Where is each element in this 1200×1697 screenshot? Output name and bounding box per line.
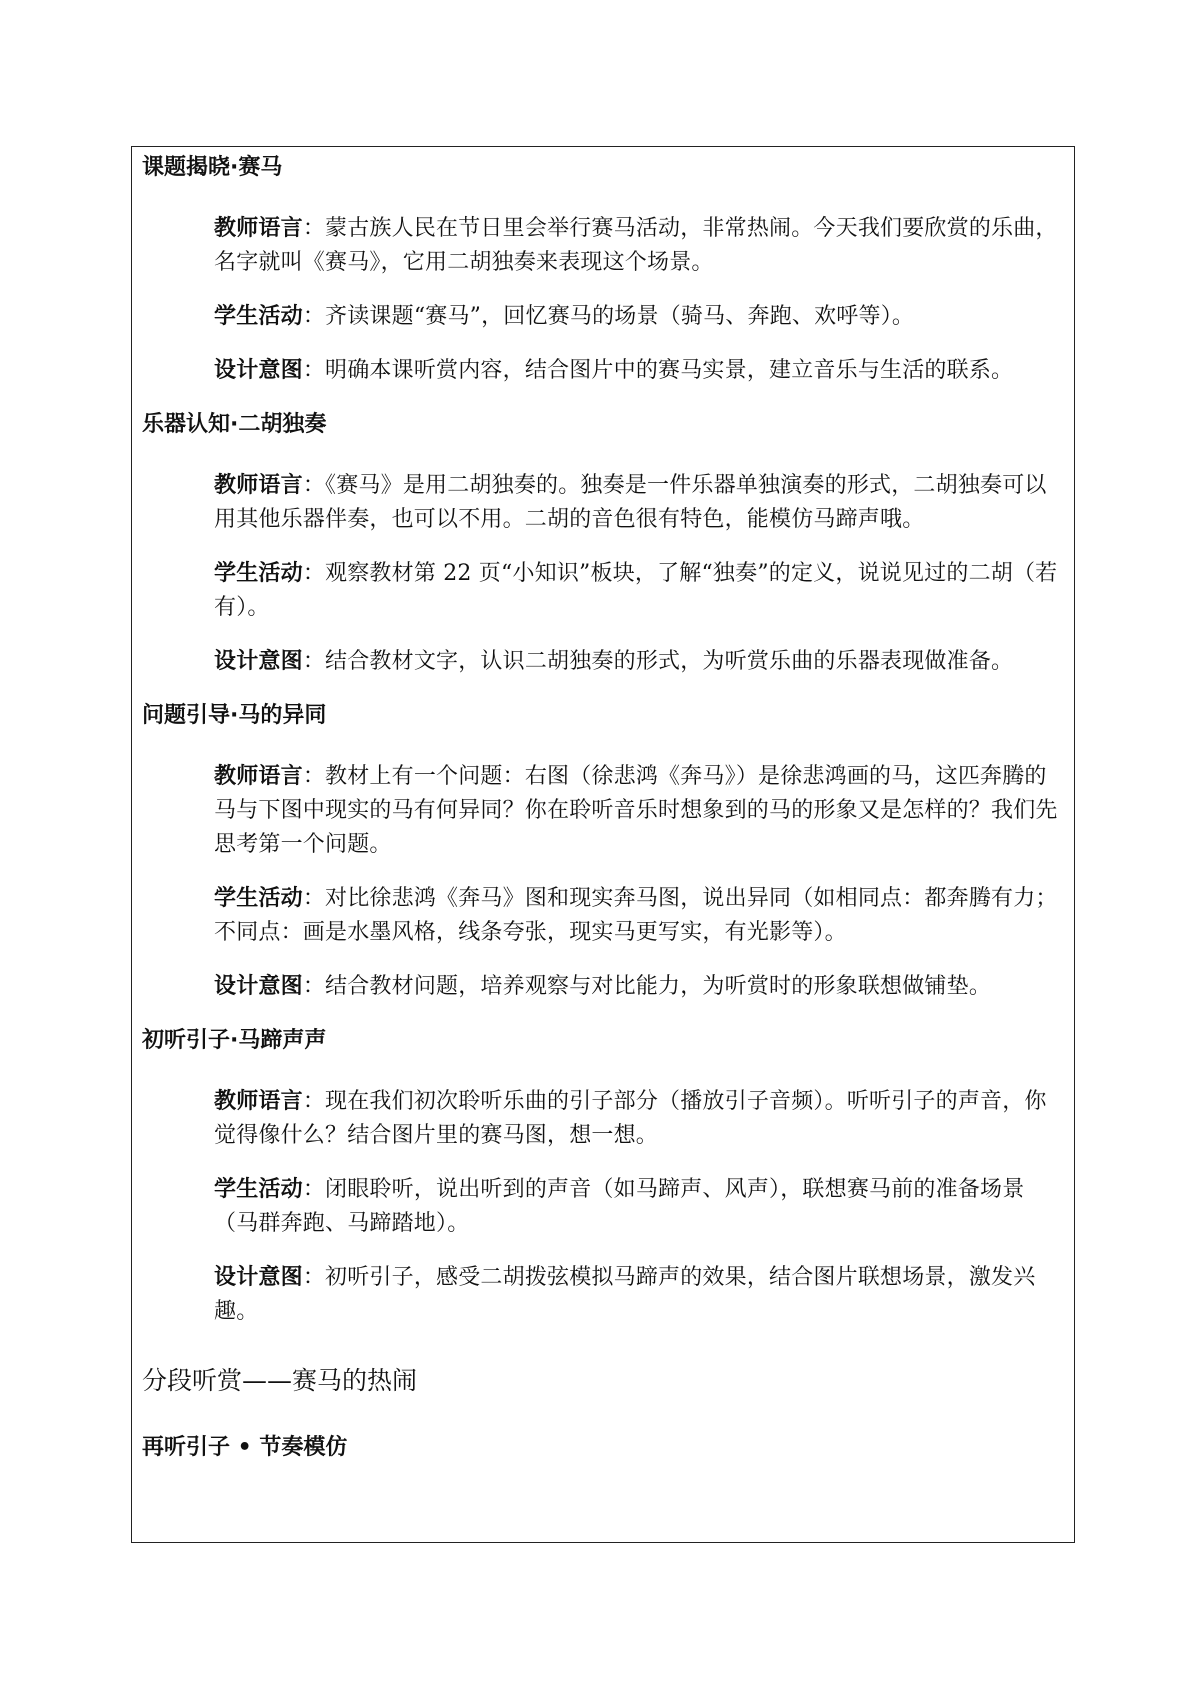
item-label: 设计意图 [214, 974, 303, 999]
item-text: ：结合教材问题，培养观察与对比能力，为听赏时的形象联想做铺垫。 [302, 974, 992, 999]
item-text: ：闭眼聆听，说出听到的声音（如马蹄声、风声），联想赛马前的准备场景（马群奔跑、马蹄踏地）。 [214, 1177, 1025, 1236]
item-label: 学生活动 [214, 304, 303, 329]
student-activity-item [214, 557, 1064, 625]
item-text: ：蒙古族人民在节日里会举行赛马活动，非常热闹。今天我们要欣赏的乐曲，名字就叫《赛马》，它用二胡独奏来表现这个场景。 [214, 216, 1058, 275]
student-activity-item [214, 300, 1064, 334]
item-label: 学生活动 [214, 561, 303, 586]
item-text: ：结合教材文字，认识二胡独奏的形式，为听赏乐曲的乐器表现做准备。 [302, 649, 1014, 674]
student-activity-item [214, 1173, 1064, 1241]
item-label: 设计意图 [214, 358, 303, 383]
item-text: ：初听引子，感受二胡拨弦模拟马蹄声的效果，结合图片联想场景，激发兴趣。 [214, 1265, 1036, 1324]
design-intent-item [214, 354, 1064, 388]
item-label: 设计意图 [214, 649, 303, 674]
item-text: ：教材上有一个问题：右图（徐悲鸿《奔马》）是徐悲鸿画的马，这匹奔腾的马与下图中现实的马有何异同？你在聆听音乐时想象到的马的形象又是怎样的？我们先思考第一个问题。 [214, 764, 1058, 857]
lesson-plan-box [131, 146, 1075, 1543]
design-intent-item [214, 1261, 1064, 1329]
section-title: 再听引子 • 节奏模仿 [142, 1435, 348, 1460]
item-label: 设计意图 [214, 1265, 303, 1290]
teacher-language-item [214, 760, 1064, 862]
section-title: 乐器认知·二胡独奏 [142, 412, 327, 437]
section-title: 课题揭晓·赛马 [142, 155, 283, 180]
item-text: ：观察教材第 22 页“小知识”板块，了解“独奏”的定义，说说见过的二胡（若有）。 [214, 561, 1058, 620]
part-heading: 分段听赏——赛马的热闹 [142, 1366, 418, 1395]
design-intent-item [214, 645, 1064, 679]
item-text: ：明确本课听赏内容，结合图片中的赛马实景，建立音乐与生活的联系。 [302, 358, 1014, 383]
item-label: 教师语言 [214, 216, 303, 241]
section-title: 初听引子·马蹄声声 [142, 1028, 327, 1053]
item-text: ：齐读课题“赛马”，回忆赛马的场景（骑马、奔跑、欢呼等）。 [302, 304, 915, 329]
teacher-language-item [214, 212, 1064, 280]
item-text: ：对比徐悲鸿《奔马》图和现实奔马图，说出异同（如相同点：都奔腾有力；不同点：画是水墨风格，线条夸张，现实马更写实，有光影等）。 [214, 886, 1058, 945]
item-text: ：现在我们初次聆听乐曲的引子部分（播放引子音频）。听听引子的声音，你觉得像什么？结合图片里的赛马图，想一想。 [214, 1089, 1047, 1148]
item-label: 教师语言 [214, 764, 303, 789]
item-label: 学生活动 [214, 1177, 303, 1202]
section-title: 问题引导·马的异同 [142, 703, 327, 728]
design-intent-item [214, 970, 1064, 1004]
item-label: 学生活动 [214, 886, 303, 911]
item-label: 教师语言 [214, 473, 303, 498]
teacher-language-item [214, 469, 1064, 537]
item-label: 教师语言 [214, 1089, 303, 1114]
item-text: ：《赛马》是用二胡独奏的。独奏是一件乐器单独演奏的形式，二胡独奏可以用其他乐器伴奏，也可以不用。二胡的音色很有特色，能模仿马蹄声哦。 [214, 473, 1047, 532]
teacher-language-item [214, 1085, 1064, 1153]
student-activity-item [214, 882, 1064, 950]
